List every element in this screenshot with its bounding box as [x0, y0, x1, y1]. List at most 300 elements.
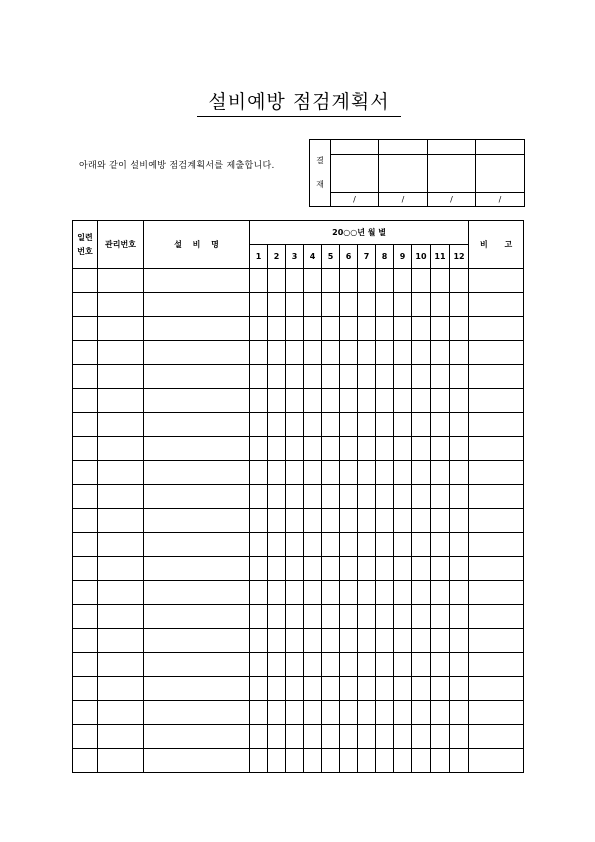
table-cell[interactable]: [98, 653, 144, 677]
table-cell[interactable]: [469, 269, 524, 293]
table-cell[interactable]: [304, 317, 322, 341]
table-cell[interactable]: [358, 725, 376, 749]
table-cell[interactable]: [358, 557, 376, 581]
table-cell[interactable]: [304, 581, 322, 605]
table-cell[interactable]: [250, 749, 268, 773]
table-cell[interactable]: [340, 269, 358, 293]
table-cell[interactable]: [412, 437, 431, 461]
approval-date-cell[interactable]: /: [331, 193, 379, 207]
table-cell[interactable]: [304, 365, 322, 389]
table-cell[interactable]: [358, 605, 376, 629]
table-cell[interactable]: [73, 341, 98, 365]
table-cell[interactable]: [286, 533, 304, 557]
table-cell[interactable]: [268, 413, 286, 437]
table-cell[interactable]: [250, 605, 268, 629]
table-cell[interactable]: [358, 629, 376, 653]
table-cell[interactable]: [286, 341, 304, 365]
table-cell[interactable]: [250, 269, 268, 293]
table-cell[interactable]: [358, 653, 376, 677]
table-cell[interactable]: [358, 269, 376, 293]
table-cell[interactable]: [358, 509, 376, 533]
table-cell[interactable]: [322, 485, 340, 509]
table-cell[interactable]: [250, 293, 268, 317]
table-cell[interactable]: [322, 509, 340, 533]
table-cell[interactable]: [304, 293, 322, 317]
table-cell[interactable]: [412, 269, 431, 293]
table-cell[interactable]: [98, 365, 144, 389]
table-cell[interactable]: [268, 701, 286, 725]
table-cell[interactable]: [412, 725, 431, 749]
table-cell[interactable]: [394, 365, 412, 389]
table-cell[interactable]: [322, 725, 340, 749]
table-cell[interactable]: [431, 341, 450, 365]
table-cell[interactable]: [286, 461, 304, 485]
table-cell[interactable]: [144, 725, 250, 749]
table-cell[interactable]: [412, 581, 431, 605]
table-cell[interactable]: [412, 389, 431, 413]
table-cell[interactable]: [450, 749, 469, 773]
table-cell[interactable]: [340, 605, 358, 629]
table-cell[interactable]: [376, 749, 394, 773]
table-cell[interactable]: [450, 581, 469, 605]
table-cell[interactable]: [250, 557, 268, 581]
table-cell[interactable]: [250, 437, 268, 461]
table-cell[interactable]: [412, 533, 431, 557]
table-cell[interactable]: [376, 269, 394, 293]
table-cell[interactable]: [304, 341, 322, 365]
table-cell[interactable]: [98, 581, 144, 605]
table-cell[interactable]: [250, 341, 268, 365]
table-cell[interactable]: [73, 293, 98, 317]
table-cell[interactable]: [412, 557, 431, 581]
table-cell[interactable]: [304, 605, 322, 629]
table-cell[interactable]: [322, 749, 340, 773]
table-cell[interactable]: [394, 725, 412, 749]
table-cell[interactable]: [304, 557, 322, 581]
table-cell[interactable]: [394, 461, 412, 485]
table-cell[interactable]: [431, 509, 450, 533]
table-cell[interactable]: [469, 581, 524, 605]
table-cell[interactable]: [431, 533, 450, 557]
table-cell[interactable]: [431, 389, 450, 413]
table-cell[interactable]: [469, 389, 524, 413]
table-cell[interactable]: [322, 701, 340, 725]
table-cell[interactable]: [431, 461, 450, 485]
table-cell[interactable]: [268, 605, 286, 629]
table-cell[interactable]: [144, 317, 250, 341]
approval-date-cell[interactable]: /: [428, 193, 476, 207]
table-cell[interactable]: [469, 509, 524, 533]
table-cell[interactable]: [322, 269, 340, 293]
table-cell[interactable]: [98, 605, 144, 629]
table-cell[interactable]: [73, 461, 98, 485]
table-cell[interactable]: [450, 341, 469, 365]
table-cell[interactable]: [144, 701, 250, 725]
table-cell[interactable]: [376, 317, 394, 341]
table-cell[interactable]: [469, 533, 524, 557]
table-cell[interactable]: [268, 581, 286, 605]
table-cell[interactable]: [304, 461, 322, 485]
table-cell[interactable]: [450, 293, 469, 317]
table-cell[interactable]: [73, 677, 98, 701]
table-cell[interactable]: [412, 365, 431, 389]
table-cell[interactable]: [144, 509, 250, 533]
table-cell[interactable]: [73, 437, 98, 461]
table-cell[interactable]: [268, 461, 286, 485]
table-cell[interactable]: [250, 389, 268, 413]
table-cell[interactable]: [340, 341, 358, 365]
table-cell[interactable]: [431, 677, 450, 701]
table-cell[interactable]: [322, 557, 340, 581]
table-cell[interactable]: [469, 413, 524, 437]
table-cell[interactable]: [412, 293, 431, 317]
table-cell[interactable]: [340, 389, 358, 413]
table-cell[interactable]: [376, 605, 394, 629]
table-cell[interactable]: [340, 533, 358, 557]
table-cell[interactable]: [73, 701, 98, 725]
table-cell[interactable]: [98, 317, 144, 341]
table-cell[interactable]: [250, 725, 268, 749]
table-cell[interactable]: [73, 629, 98, 653]
table-cell[interactable]: [268, 365, 286, 389]
table-cell[interactable]: [431, 317, 450, 341]
table-cell[interactable]: [304, 269, 322, 293]
table-cell[interactable]: [304, 485, 322, 509]
approval-title-cell[interactable]: [331, 140, 379, 155]
table-cell[interactable]: [98, 725, 144, 749]
table-cell[interactable]: [304, 389, 322, 413]
table-cell[interactable]: [322, 581, 340, 605]
table-cell[interactable]: [412, 317, 431, 341]
table-cell[interactable]: [358, 749, 376, 773]
table-cell[interactable]: [450, 269, 469, 293]
table-cell[interactable]: [98, 509, 144, 533]
table-cell[interactable]: [431, 293, 450, 317]
table-cell[interactable]: [322, 365, 340, 389]
table-cell[interactable]: [431, 557, 450, 581]
table-cell[interactable]: [469, 293, 524, 317]
table-cell[interactable]: [469, 701, 524, 725]
table-cell[interactable]: [376, 533, 394, 557]
table-cell[interactable]: [286, 317, 304, 341]
table-cell[interactable]: [268, 677, 286, 701]
table-cell[interactable]: [73, 557, 98, 581]
table-cell[interactable]: [340, 581, 358, 605]
table-cell[interactable]: [431, 701, 450, 725]
table-cell[interactable]: [144, 749, 250, 773]
table-cell[interactable]: [250, 509, 268, 533]
table-cell[interactable]: [376, 725, 394, 749]
table-cell[interactable]: [73, 533, 98, 557]
table-cell[interactable]: [250, 461, 268, 485]
table-cell[interactable]: [304, 749, 322, 773]
table-cell[interactable]: [450, 365, 469, 389]
table-cell[interactable]: [98, 557, 144, 581]
table-cell[interactable]: [286, 581, 304, 605]
table-cell[interactable]: [73, 269, 98, 293]
table-cell[interactable]: [394, 701, 412, 725]
table-cell[interactable]: [450, 461, 469, 485]
approval-date-cell[interactable]: /: [476, 193, 525, 207]
table-cell[interactable]: [73, 365, 98, 389]
table-cell[interactable]: [268, 749, 286, 773]
table-cell[interactable]: [286, 701, 304, 725]
table-cell[interactable]: [340, 461, 358, 485]
approval-title-cell[interactable]: [379, 140, 428, 155]
table-cell[interactable]: [73, 581, 98, 605]
table-cell[interactable]: [250, 413, 268, 437]
table-cell[interactable]: [412, 485, 431, 509]
table-cell[interactable]: [394, 629, 412, 653]
table-cell[interactable]: [250, 677, 268, 701]
table-cell[interactable]: [268, 509, 286, 533]
table-cell[interactable]: [431, 269, 450, 293]
table-cell[interactable]: [286, 413, 304, 437]
table-cell[interactable]: [376, 581, 394, 605]
table-cell[interactable]: [268, 725, 286, 749]
table-cell[interactable]: [431, 485, 450, 509]
table-cell[interactable]: [268, 317, 286, 341]
table-cell[interactable]: [394, 581, 412, 605]
table-cell[interactable]: [144, 461, 250, 485]
table-cell[interactable]: [340, 437, 358, 461]
table-cell[interactable]: [394, 293, 412, 317]
table-cell[interactable]: [394, 413, 412, 437]
table-cell[interactable]: [376, 341, 394, 365]
table-cell[interactable]: [394, 605, 412, 629]
table-cell[interactable]: [268, 653, 286, 677]
table-cell[interactable]: [250, 581, 268, 605]
table-cell[interactable]: [144, 413, 250, 437]
table-cell[interactable]: [98, 677, 144, 701]
table-cell[interactable]: [412, 605, 431, 629]
table-cell[interactable]: [73, 509, 98, 533]
table-cell[interactable]: [469, 365, 524, 389]
table-cell[interactable]: [304, 653, 322, 677]
table-cell[interactable]: [144, 437, 250, 461]
table-cell[interactable]: [376, 629, 394, 653]
table-cell[interactable]: [412, 701, 431, 725]
table-cell[interactable]: [340, 629, 358, 653]
table-cell[interactable]: [286, 653, 304, 677]
table-cell[interactable]: [340, 485, 358, 509]
table-cell[interactable]: [376, 389, 394, 413]
approval-date-cell[interactable]: /: [379, 193, 428, 207]
table-cell[interactable]: [469, 317, 524, 341]
table-cell[interactable]: [73, 725, 98, 749]
table-cell[interactable]: [394, 269, 412, 293]
table-cell[interactable]: [376, 293, 394, 317]
table-cell[interactable]: [340, 749, 358, 773]
table-cell[interactable]: [250, 365, 268, 389]
table-cell[interactable]: [469, 653, 524, 677]
approval-signature-cell[interactable]: [476, 155, 525, 193]
table-cell[interactable]: [469, 557, 524, 581]
table-cell[interactable]: [286, 605, 304, 629]
table-cell[interactable]: [340, 509, 358, 533]
table-cell[interactable]: [286, 269, 304, 293]
table-cell[interactable]: [144, 365, 250, 389]
table-cell[interactable]: [394, 677, 412, 701]
table-cell[interactable]: [144, 533, 250, 557]
table-cell[interactable]: [412, 341, 431, 365]
table-cell[interactable]: [394, 533, 412, 557]
table-cell[interactable]: [286, 677, 304, 701]
table-cell[interactable]: [450, 629, 469, 653]
table-cell[interactable]: [450, 317, 469, 341]
table-cell[interactable]: [322, 341, 340, 365]
table-cell[interactable]: [450, 653, 469, 677]
table-cell[interactable]: [98, 389, 144, 413]
table-cell[interactable]: [469, 461, 524, 485]
table-cell[interactable]: [394, 509, 412, 533]
table-cell[interactable]: [340, 653, 358, 677]
table-cell[interactable]: [376, 653, 394, 677]
table-cell[interactable]: [412, 509, 431, 533]
table-cell[interactable]: [268, 293, 286, 317]
table-cell[interactable]: [340, 317, 358, 341]
table-cell[interactable]: [304, 413, 322, 437]
table-cell[interactable]: [144, 629, 250, 653]
table-cell[interactable]: [73, 749, 98, 773]
table-cell[interactable]: [322, 677, 340, 701]
table-cell[interactable]: [431, 629, 450, 653]
approval-signature-cell[interactable]: [379, 155, 428, 193]
table-cell[interactable]: [98, 461, 144, 485]
table-cell[interactable]: [304, 701, 322, 725]
table-cell[interactable]: [469, 629, 524, 653]
table-cell[interactable]: [98, 629, 144, 653]
table-cell[interactable]: [268, 557, 286, 581]
table-cell[interactable]: [469, 749, 524, 773]
table-cell[interactable]: [412, 461, 431, 485]
table-cell[interactable]: [250, 533, 268, 557]
table-cell[interactable]: [431, 413, 450, 437]
table-cell[interactable]: [304, 437, 322, 461]
table-cell[interactable]: [144, 653, 250, 677]
table-cell[interactable]: [358, 461, 376, 485]
table-cell[interactable]: [450, 389, 469, 413]
table-cell[interactable]: [431, 749, 450, 773]
table-cell[interactable]: [450, 701, 469, 725]
table-cell[interactable]: [286, 293, 304, 317]
table-cell[interactable]: [322, 317, 340, 341]
table-cell[interactable]: [268, 533, 286, 557]
table-cell[interactable]: [98, 701, 144, 725]
table-cell[interactable]: [268, 485, 286, 509]
table-cell[interactable]: [98, 533, 144, 557]
table-cell[interactable]: [73, 605, 98, 629]
approval-title-cell[interactable]: [428, 140, 476, 155]
table-cell[interactable]: [322, 437, 340, 461]
table-cell[interactable]: [431, 653, 450, 677]
table-cell[interactable]: [73, 413, 98, 437]
approval-signature-cell[interactable]: [331, 155, 379, 193]
table-cell[interactable]: [286, 437, 304, 461]
table-cell[interactable]: [304, 677, 322, 701]
table-cell[interactable]: [376, 365, 394, 389]
table-cell[interactable]: [268, 269, 286, 293]
table-cell[interactable]: [450, 485, 469, 509]
table-cell[interactable]: [376, 701, 394, 725]
table-cell[interactable]: [450, 533, 469, 557]
table-cell[interactable]: [450, 557, 469, 581]
table-cell[interactable]: [394, 437, 412, 461]
table-cell[interactable]: [250, 653, 268, 677]
table-cell[interactable]: [73, 653, 98, 677]
table-cell[interactable]: [394, 557, 412, 581]
table-cell[interactable]: [431, 581, 450, 605]
table-cell[interactable]: [304, 725, 322, 749]
table-cell[interactable]: [412, 629, 431, 653]
table-cell[interactable]: [376, 677, 394, 701]
table-cell[interactable]: [322, 461, 340, 485]
table-cell[interactable]: [450, 413, 469, 437]
table-cell[interactable]: [340, 413, 358, 437]
table-cell[interactable]: [340, 725, 358, 749]
table-cell[interactable]: [358, 341, 376, 365]
table-cell[interactable]: [469, 437, 524, 461]
table-cell[interactable]: [73, 485, 98, 509]
table-cell[interactable]: [250, 485, 268, 509]
table-cell[interactable]: [469, 605, 524, 629]
table-cell[interactable]: [358, 293, 376, 317]
table-cell[interactable]: [322, 413, 340, 437]
table-cell[interactable]: [469, 485, 524, 509]
table-cell[interactable]: [322, 629, 340, 653]
table-cell[interactable]: [358, 413, 376, 437]
table-cell[interactable]: [412, 677, 431, 701]
table-cell[interactable]: [286, 749, 304, 773]
table-cell[interactable]: [268, 629, 286, 653]
table-cell[interactable]: [431, 365, 450, 389]
table-cell[interactable]: [412, 749, 431, 773]
table-cell[interactable]: [286, 389, 304, 413]
table-cell[interactable]: [469, 725, 524, 749]
table-cell[interactable]: [450, 677, 469, 701]
table-cell[interactable]: [358, 365, 376, 389]
table-cell[interactable]: [358, 677, 376, 701]
table-cell[interactable]: [286, 485, 304, 509]
table-cell[interactable]: [450, 725, 469, 749]
table-cell[interactable]: [340, 293, 358, 317]
table-cell[interactable]: [144, 341, 250, 365]
table-cell[interactable]: [98, 269, 144, 293]
table-cell[interactable]: [286, 629, 304, 653]
table-cell[interactable]: [394, 485, 412, 509]
table-cell[interactable]: [358, 437, 376, 461]
table-cell[interactable]: [412, 413, 431, 437]
table-cell[interactable]: [358, 317, 376, 341]
table-cell[interactable]: [268, 437, 286, 461]
table-cell[interactable]: [340, 365, 358, 389]
table-cell[interactable]: [394, 389, 412, 413]
table-cell[interactable]: [304, 629, 322, 653]
table-cell[interactable]: [73, 317, 98, 341]
table-cell[interactable]: [358, 701, 376, 725]
table-cell[interactable]: [144, 293, 250, 317]
table-cell[interactable]: [358, 389, 376, 413]
table-cell[interactable]: [394, 653, 412, 677]
table-cell[interactable]: [340, 557, 358, 581]
table-cell[interactable]: [431, 437, 450, 461]
table-cell[interactable]: [322, 653, 340, 677]
table-cell[interactable]: [304, 533, 322, 557]
table-cell[interactable]: [268, 341, 286, 365]
table-cell[interactable]: [394, 749, 412, 773]
table-cell[interactable]: [98, 293, 144, 317]
table-cell[interactable]: [98, 485, 144, 509]
